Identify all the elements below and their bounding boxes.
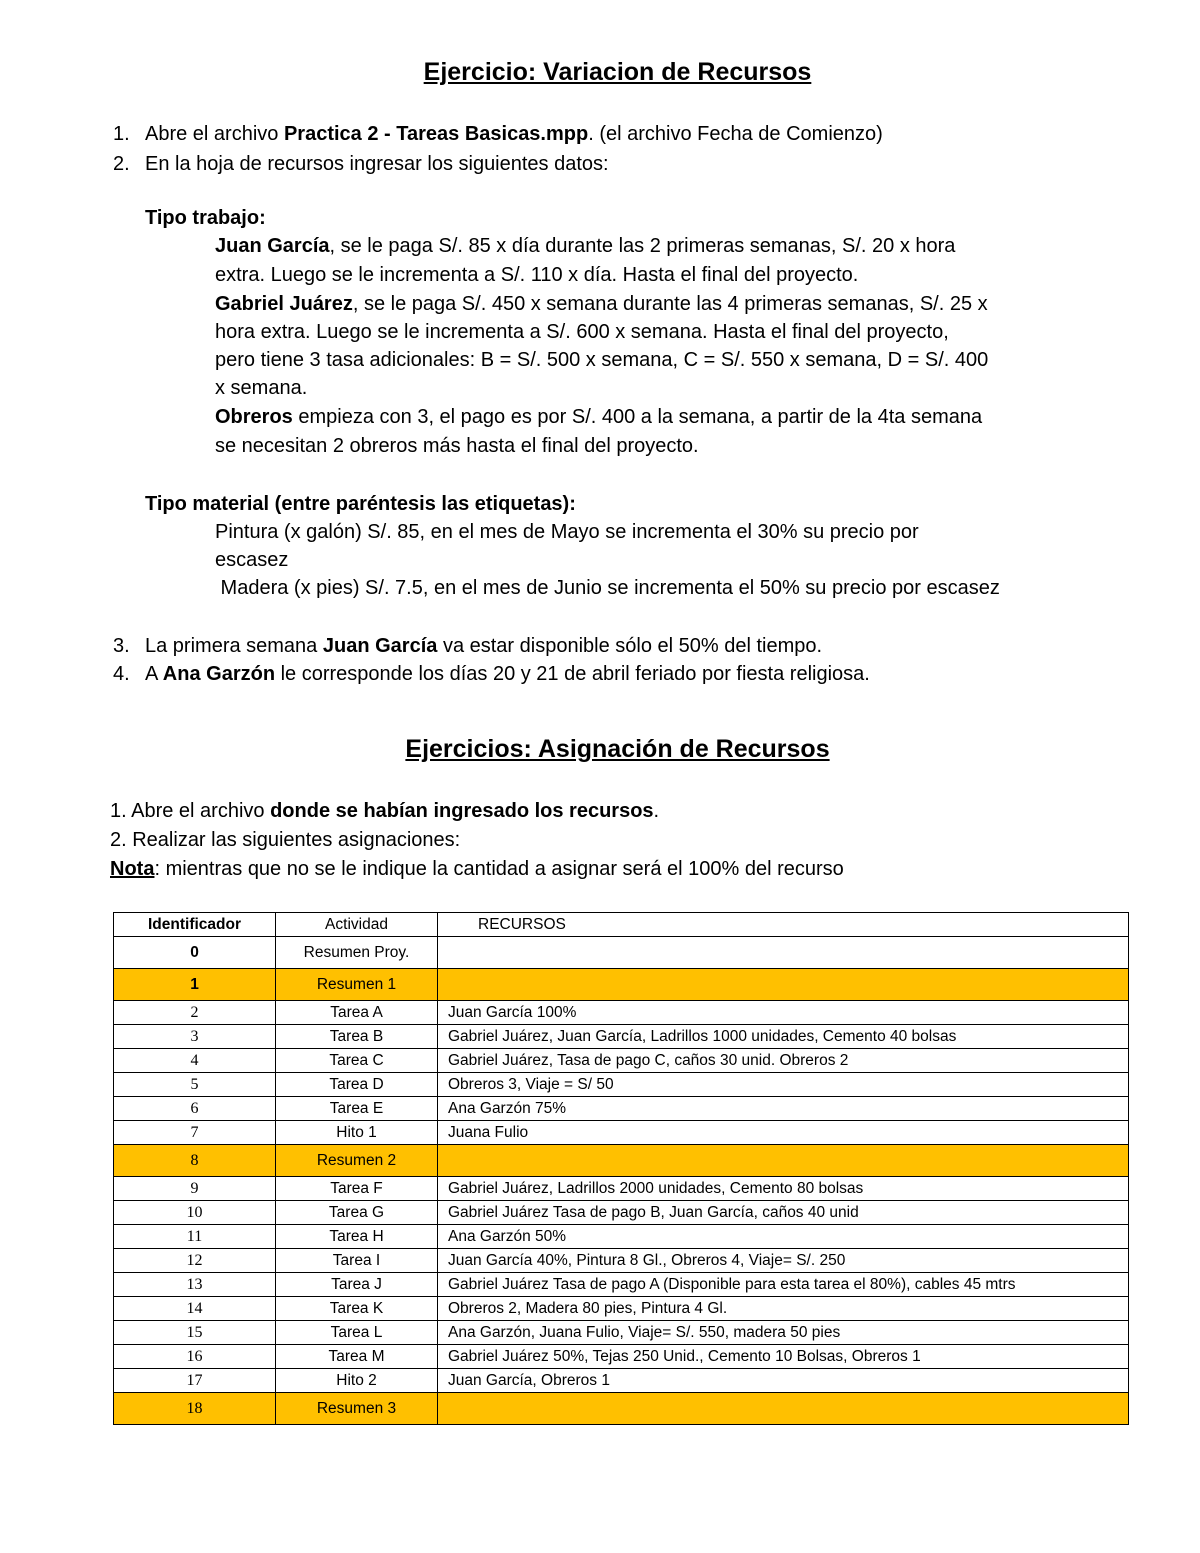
row-resources: Juan García 40%, Pintura 8 Gl., Obreros 4, Viaje= S/. 250 (438, 1249, 1129, 1273)
row-id: 10 (114, 1201, 276, 1225)
row-resources: Gabriel Juárez Tasa de pago A (Disponible para esta tarea el 80%), cables 45 mtrs (438, 1273, 1129, 1297)
row-activity: Tarea H (276, 1225, 438, 1249)
header-recursos: RECURSOS (438, 913, 1129, 937)
step1-text: 1. Abre el archivo donde se habían ingresado los recursos. (110, 800, 660, 822)
row-id: 11 (114, 1225, 276, 1249)
row-resources: Obreros 3, Viaje = S/ 50 (438, 1073, 1129, 1097)
table-row (114, 1249, 1129, 1273)
item1-number: 1. (113, 123, 130, 145)
table-row (114, 1273, 1129, 1297)
table-row (114, 1345, 1129, 1369)
row-activity: Tarea M (276, 1345, 438, 1369)
row-resources: Gabriel Juárez, Ladrillos 2000 unidades, Cemento 80 bolsas (438, 1177, 1129, 1201)
table-row (114, 1225, 1129, 1249)
pintura-line1: Pintura (x galón) S/. 85, en el mes de Mayo se incrementa el 30% su precio por (215, 521, 919, 543)
table-row (114, 1049, 1129, 1073)
row-id: 2 (114, 1001, 276, 1025)
table-row (114, 1369, 1129, 1393)
row-resources: Gabriel Juárez 50%, Tejas 250 Unid., Cemento 10 Bolsas, Obreros 1 (438, 1345, 1129, 1369)
table-row (114, 1121, 1129, 1145)
row-activity: Tarea E (276, 1097, 438, 1121)
juan-line2: extra. Luego se le incrementa a S/. 110 x día. Hasta el final del proyecto. (215, 264, 859, 286)
row-resources: Juan García 100% (438, 1001, 1129, 1025)
row-id: 14 (114, 1297, 276, 1321)
juan-line1: Juan García, se le paga S/. 85 x día durante las 2 primeras semanas, S/. 20 x hora (215, 235, 956, 257)
tipo-trabajo-heading: Tipo trabajo: (145, 207, 266, 229)
header-actividad: Actividad (276, 913, 438, 937)
gabriel-line4: x semana. (215, 377, 308, 399)
table-row (114, 1025, 1129, 1049)
gabriel-line3: pero tiene 3 tasa adicionales: B = S/. 500 x semana, C = S/. 550 x semana, D = S/. 400 (215, 349, 989, 371)
item3-number: 3. (113, 635, 130, 657)
row-resources (438, 937, 1129, 969)
row-activity: Tarea B (276, 1025, 438, 1049)
row-resources: Gabriel Juárez, Tasa de pago C, caños 30 unid. Obreros 2 (438, 1049, 1129, 1073)
row-id: 16 (114, 1345, 276, 1369)
madera-line: Madera (x pies) S/. 7.5, en el mes de Junio se incrementa el 50% su precio por escasez (215, 577, 1000, 599)
row-activity: Tarea L (276, 1321, 438, 1345)
section1-title: Ejercicio: Variacion de Recursos (423, 58, 812, 86)
row-activity: Tarea D (276, 1073, 438, 1097)
table-row (114, 1201, 1129, 1225)
table-row (114, 1001, 1129, 1025)
row-id: 15 (114, 1321, 276, 1345)
row-id: 17 (114, 1369, 276, 1393)
item1-text: Abre el archivo Practica 2 - Tareas Basicas.mpp. (el archivo Fecha de Comienzo) (145, 123, 883, 145)
row-id: 4 (114, 1049, 276, 1073)
header-identificador: Identificador (114, 913, 276, 937)
obreros-line1: Obreros empieza con 3, el pago es por S/. 400 a la semana, a partir de la 4ta semana (215, 406, 983, 428)
gabriel-line2: hora extra. Luego se le incrementa a S/. 600 x semana. Hasta el final del proyecto, (215, 321, 949, 343)
row-id: 6 (114, 1097, 276, 1121)
row-id: 9 (114, 1177, 276, 1201)
row-resources: Juan García, Obreros 1 (438, 1369, 1129, 1393)
table-header-row (114, 913, 1129, 937)
table-row (114, 1321, 1129, 1345)
item2-text: En la hoja de recursos ingresar los siguientes datos: (145, 153, 609, 175)
obreros-line2: se necesitan 2 obreros más hasta el final del proyecto. (215, 435, 699, 457)
section2-title: Ejercicios: Asignación de Recursos (405, 735, 830, 763)
row-id: 0 (114, 937, 276, 969)
table-row (114, 1297, 1129, 1321)
row-activity: Resumen 1 (276, 969, 438, 1001)
pintura-line2: escasez (215, 549, 289, 571)
gabriel-line1: Gabriel Juárez, se le paga S/. 450 x semana durante las 4 primeras semanas, S/. 25 x (215, 293, 988, 315)
row-activity: Tarea G (276, 1201, 438, 1225)
row-id: 3 (114, 1025, 276, 1049)
row-resources: Obreros 2, Madera 80 pies, Pintura 4 Gl. (438, 1297, 1129, 1321)
row-id: 13 (114, 1273, 276, 1297)
assignment-table (113, 912, 1129, 1425)
row-id: 1 (114, 969, 276, 1001)
row-activity: Tarea J (276, 1273, 438, 1297)
item4-text: A Ana Garzón le corresponde los días 20 y 21 de abril feriado por fiesta religiosa. (145, 663, 870, 685)
tipo-material-heading: Tipo material (entre paréntesis las etiquetas): (145, 493, 576, 515)
row-id: 12 (114, 1249, 276, 1273)
table-row (114, 1177, 1129, 1201)
table-row-summary (114, 1393, 1129, 1425)
row-resources: Juana Fulio (438, 1121, 1129, 1145)
row-activity: Tarea F (276, 1177, 438, 1201)
row-activity: Hito 1 (276, 1121, 438, 1145)
row-activity: Hito 2 (276, 1369, 438, 1393)
row-id: 5 (114, 1073, 276, 1097)
row-resources: Ana Garzón, Juana Fulio, Viaje= S/. 550, madera 50 pies (438, 1321, 1129, 1345)
row-activity: Tarea A (276, 1001, 438, 1025)
row-id: 18 (114, 1393, 276, 1425)
row-resources: Ana Garzón 75% (438, 1097, 1129, 1121)
row-resources: Gabriel Juárez, Juan García, Ladrillos 1000 unidades, Cemento 40 bolsas (438, 1025, 1129, 1049)
step2-text: 2. Realizar las siguientes asignaciones: (110, 829, 461, 851)
row-resources (438, 969, 1129, 1001)
row-activity: Resumen 3 (276, 1393, 438, 1425)
table-row (114, 1097, 1129, 1121)
row-resources: Gabriel Juárez Tasa de pago B, Juan García, caños 40 unid (438, 1201, 1129, 1225)
table-row-summary (114, 1145, 1129, 1177)
row-activity: Resumen Proy. (276, 937, 438, 969)
table-row (114, 1073, 1129, 1097)
row-id: 7 (114, 1121, 276, 1145)
row-resources: Ana Garzón 50% (438, 1225, 1129, 1249)
nota-text: Nota: mientras que no se le indique la cantidad a asignar será el 100% del recurso (110, 858, 844, 880)
row-activity: Tarea K (276, 1297, 438, 1321)
item2-number: 2. (113, 153, 130, 175)
row-id: 8 (114, 1145, 276, 1177)
table-row (114, 937, 1129, 969)
row-activity: Resumen 2 (276, 1145, 438, 1177)
row-activity: Tarea C (276, 1049, 438, 1073)
item3-text: La primera semana Juan García va estar disponible sólo el 50% del tiempo. (145, 635, 823, 657)
item4-number: 4. (113, 663, 130, 685)
table-row-summary (114, 969, 1129, 1001)
row-resources (438, 1393, 1129, 1425)
row-activity: Tarea I (276, 1249, 438, 1273)
row-resources (438, 1145, 1129, 1177)
